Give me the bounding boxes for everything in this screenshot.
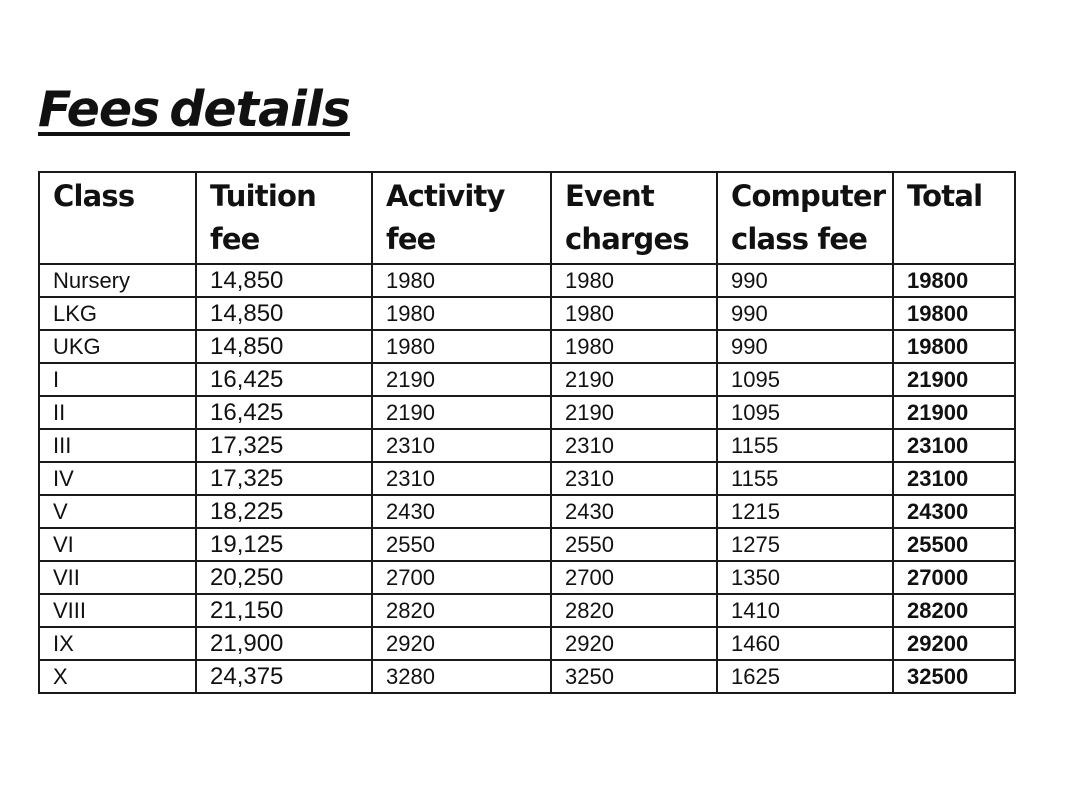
cell-total: 27000 <box>893 561 1015 594</box>
cell-class: VIII <box>39 594 196 627</box>
cell-total: 25500 <box>893 528 1015 561</box>
cell-tuition-fee: 20,250 <box>196 561 372 594</box>
cell-total: 21900 <box>893 396 1015 429</box>
header-total-line-1: Total <box>907 179 983 213</box>
cell-computer-class-fee: 1095 <box>717 396 893 429</box>
table-row <box>39 627 1015 660</box>
cell-activity-fee: 2310 <box>372 429 551 462</box>
cell-event-charges: 2310 <box>551 429 717 462</box>
cell-activity-fee: 2190 <box>372 363 551 396</box>
header-activity-fee <box>372 172 551 264</box>
table-row <box>39 396 1015 429</box>
table-row <box>39 462 1015 495</box>
cell-event-charges: 1980 <box>551 264 717 297</box>
cell-activity-fee: 2700 <box>372 561 551 594</box>
cell-computer-class-fee: 990 <box>717 297 893 330</box>
cell-total: 19800 <box>893 330 1015 363</box>
cell-tuition-fee: 14,850 <box>196 330 372 363</box>
cell-tuition-fee: 16,425 <box>196 363 372 396</box>
cell-total: 28200 <box>893 594 1015 627</box>
table-row <box>39 363 1015 396</box>
cell-event-charges: 2700 <box>551 561 717 594</box>
cell-activity-fee: 2430 <box>372 495 551 528</box>
cell-event-charges: 1980 <box>551 297 717 330</box>
cell-activity-fee: 2820 <box>372 594 551 627</box>
header-class <box>39 172 196 264</box>
header-activity-fee-line-2: fee <box>386 222 436 256</box>
cell-event-charges: 2190 <box>551 396 717 429</box>
table-row <box>39 297 1015 330</box>
cell-computer-class-fee: 1625 <box>717 660 893 693</box>
cell-event-charges: 2190 <box>551 363 717 396</box>
cell-tuition-fee: 17,325 <box>196 429 372 462</box>
cell-total: 23100 <box>893 462 1015 495</box>
cell-class: LKG <box>39 297 196 330</box>
cell-tuition-fee: 18,225 <box>196 495 372 528</box>
cell-activity-fee: 2920 <box>372 627 551 660</box>
cell-computer-class-fee: 990 <box>717 330 893 363</box>
cell-class: VII <box>39 561 196 594</box>
cell-tuition-fee: 24,375 <box>196 660 372 693</box>
cell-total: 21900 <box>893 363 1015 396</box>
header-computer-class-fee-line-2: class fee <box>731 222 868 256</box>
cell-activity-fee: 3280 <box>372 660 551 693</box>
header-event-charges <box>551 172 717 264</box>
table-row <box>39 429 1015 462</box>
cell-class: V <box>39 495 196 528</box>
cell-activity-fee: 1980 <box>372 330 551 363</box>
table-row <box>39 528 1015 561</box>
header-event-charges-line-1: Event <box>565 179 654 213</box>
table-row <box>39 495 1015 528</box>
header-computer-class-fee <box>717 172 893 264</box>
cell-computer-class-fee: 1350 <box>717 561 893 594</box>
cell-class: IV <box>39 462 196 495</box>
cell-computer-class-fee: 1275 <box>717 528 893 561</box>
cell-event-charges: 1980 <box>551 330 717 363</box>
cell-tuition-fee: 16,425 <box>196 396 372 429</box>
table-row <box>39 594 1015 627</box>
cell-activity-fee: 1980 <box>372 264 551 297</box>
cell-total: 32500 <box>893 660 1015 693</box>
cell-event-charges: 3250 <box>551 660 717 693</box>
cell-total: 19800 <box>893 297 1015 330</box>
cell-total: 29200 <box>893 627 1015 660</box>
cell-total: 23100 <box>893 429 1015 462</box>
cell-tuition-fee: 21,900 <box>196 627 372 660</box>
fees-table-header <box>39 172 1015 264</box>
cell-class: I <box>39 363 196 396</box>
cell-activity-fee: 2190 <box>372 396 551 429</box>
cell-total: 19800 <box>893 264 1015 297</box>
header-computer-class-fee-line-1: Computer <box>731 179 886 213</box>
cell-computer-class-fee: 990 <box>717 264 893 297</box>
cell-tuition-fee: 14,850 <box>196 297 372 330</box>
cell-total: 24300 <box>893 495 1015 528</box>
cell-event-charges: 2310 <box>551 462 717 495</box>
cell-computer-class-fee: 1460 <box>717 627 893 660</box>
cell-activity-fee: 2310 <box>372 462 551 495</box>
fees-table-body <box>39 264 1015 693</box>
cell-activity-fee: 1980 <box>372 297 551 330</box>
cell-computer-class-fee: 1410 <box>717 594 893 627</box>
cell-class: II <box>39 396 196 429</box>
cell-class: III <box>39 429 196 462</box>
cell-computer-class-fee: 1155 <box>717 462 893 495</box>
cell-event-charges: 2920 <box>551 627 717 660</box>
cell-computer-class-fee: 1155 <box>717 429 893 462</box>
cell-event-charges: 2550 <box>551 528 717 561</box>
cell-tuition-fee: 17,325 <box>196 462 372 495</box>
cell-computer-class-fee: 1095 <box>717 363 893 396</box>
cell-class: X <box>39 660 196 693</box>
fees-table <box>38 171 1016 694</box>
table-row <box>39 264 1015 297</box>
cell-class: Nursery <box>39 264 196 297</box>
header-class-line-1: Class <box>53 179 135 213</box>
cell-event-charges: 2430 <box>551 495 717 528</box>
table-row <box>39 330 1015 363</box>
cell-tuition-fee: 21,150 <box>196 594 372 627</box>
cell-class: VI <box>39 528 196 561</box>
table-row <box>39 660 1015 693</box>
header-tuition-fee-line-1: Tuition <box>210 179 316 213</box>
header-tuition-fee-line-2: fee <box>210 222 260 256</box>
cell-computer-class-fee: 1215 <box>717 495 893 528</box>
table-row <box>39 561 1015 594</box>
cell-class: UKG <box>39 330 196 363</box>
page-title: Fees details <box>38 81 350 138</box>
header-activity-fee-line-1: Activity <box>386 179 505 213</box>
cell-class: IX <box>39 627 196 660</box>
cell-event-charges: 2820 <box>551 594 717 627</box>
header-total <box>893 172 1015 264</box>
header-tuition-fee <box>196 172 372 264</box>
header-row <box>39 172 1015 264</box>
cell-activity-fee: 2550 <box>372 528 551 561</box>
cell-tuition-fee: 14,850 <box>196 264 372 297</box>
cell-tuition-fee: 19,125 <box>196 528 372 561</box>
header-event-charges-line-2: charges <box>565 222 689 256</box>
